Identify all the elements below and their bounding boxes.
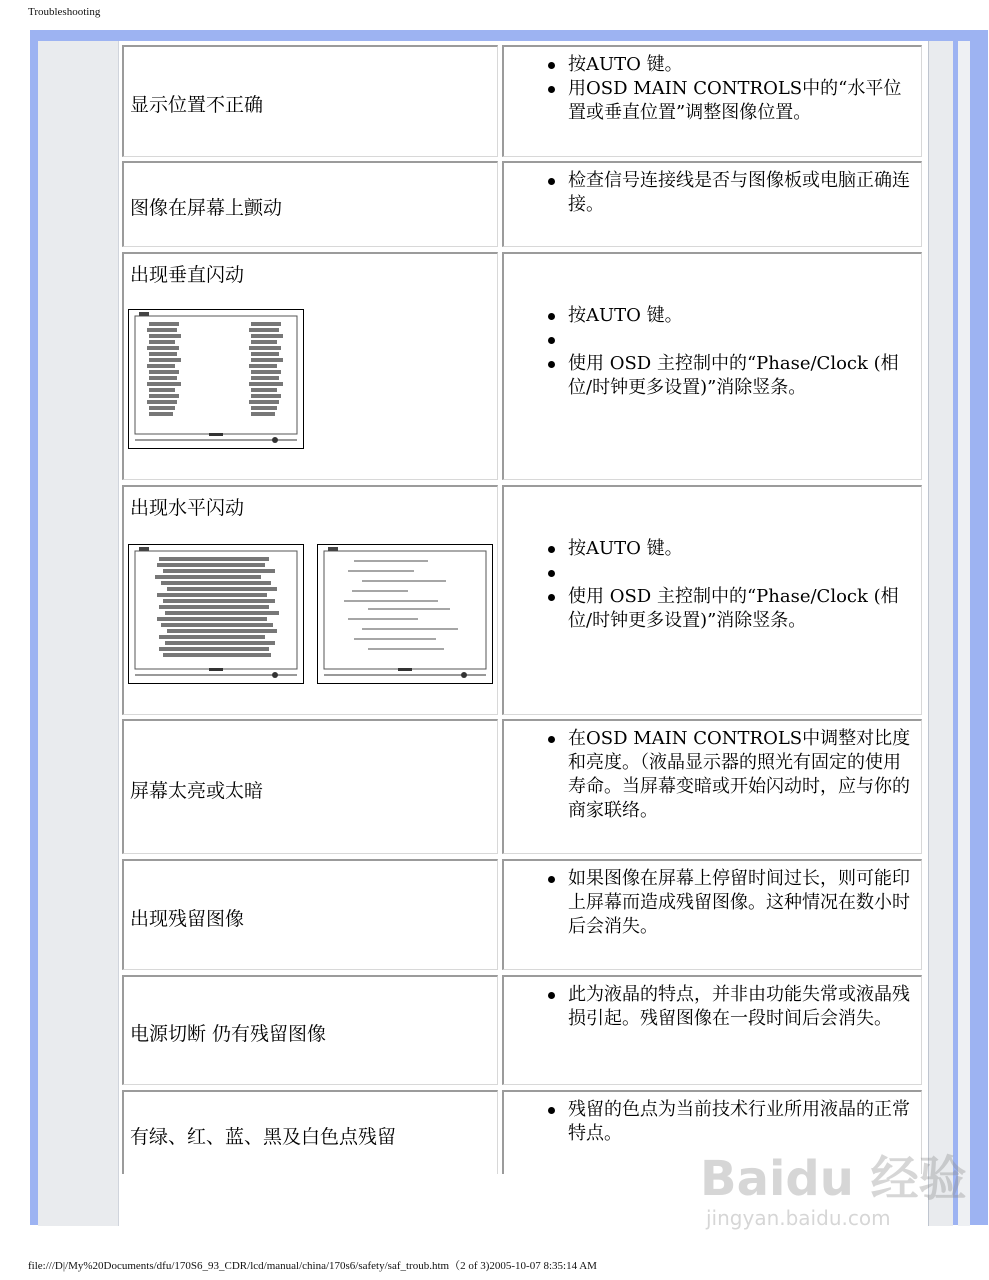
symptom-text: 出现垂直闪动 xyxy=(130,264,245,286)
symptom-text: 电源切断 仍有残留图像 xyxy=(130,1023,327,1045)
table-row xyxy=(122,485,922,715)
symptom-text: 出现残留图像 xyxy=(130,908,245,930)
list-item: 用OSD MAIN CONTROLS中的“水平位置或垂直位置”调整图像位置。 xyxy=(544,77,913,125)
solution-list xyxy=(544,304,913,400)
solution-list xyxy=(544,537,913,633)
solution-list xyxy=(544,169,913,217)
page-header-title: Troubleshooting xyxy=(28,6,101,18)
solution-list xyxy=(544,1098,913,1146)
solution-cell xyxy=(502,859,922,970)
solution-cell xyxy=(502,485,922,715)
table-row xyxy=(122,719,922,854)
solution-cell xyxy=(502,975,922,1085)
symptom-text: 显示位置不正确 xyxy=(130,94,264,116)
list-item xyxy=(544,328,913,352)
solution-note: 使用 OSD 主控制中的“Phase/Clock (相位/时钟更多设置)”消除竖条。 xyxy=(568,353,899,398)
list-item: 此为液晶的特点，并非由功能失常或液晶残损引起。残留图像在一段时间后会消失。 xyxy=(544,983,913,1031)
table-row xyxy=(122,975,922,1085)
solution-cell xyxy=(502,252,922,480)
list-item: 检查信号连接线是否与图像板或电脑正确连接。 xyxy=(544,169,913,217)
table-row xyxy=(122,859,922,970)
list-item: 残留的色点为当前技术行业所用液晶的正常特点。 xyxy=(544,1098,913,1146)
list-item: 按AUTO 键。 xyxy=(544,304,913,328)
table-row xyxy=(122,161,922,247)
horizontal-flicker-illustration xyxy=(128,544,304,684)
symptom-text: 有绿、红、蓝、黑及白色点残留 xyxy=(130,1126,397,1148)
symptom-cell xyxy=(122,161,498,247)
symptom-text: 出现水平闪动 xyxy=(130,497,245,519)
list-note xyxy=(544,585,913,633)
horizontal-flicker-illustration xyxy=(317,544,493,684)
solution-cell xyxy=(502,161,922,247)
list-note xyxy=(544,352,913,400)
symptom-cell xyxy=(122,859,498,970)
symptom-text: 屏幕太亮或太暗 xyxy=(130,780,264,802)
solution-list xyxy=(544,53,913,125)
right-edge xyxy=(958,41,970,1226)
solution-list xyxy=(544,727,913,823)
list-item: 如果图像在屏幕上停留时间过长，则可能印上屏幕而造成残留图像。这种情况在数小时后会消失。 xyxy=(544,867,913,939)
solution-cell xyxy=(502,719,922,854)
vertical-flicker-illustration xyxy=(128,309,304,449)
watermark-logo xyxy=(700,1140,967,1250)
solution-cell xyxy=(502,45,922,157)
watermark-brand: Baidu 经验 xyxy=(700,1151,967,1207)
solution-note: 使用 OSD 主控制中的“Phase/Clock (相位/时钟更多设置)”消除竖条。 xyxy=(568,586,899,631)
monitor-graphic xyxy=(129,545,303,683)
monitor-graphic xyxy=(129,310,303,448)
solution-list xyxy=(544,983,913,1031)
monitor-graphic xyxy=(318,545,492,683)
list-item: 按AUTO 键。 xyxy=(544,53,913,77)
watermark-url: jingyan.baidu.com xyxy=(706,1206,891,1230)
table-row xyxy=(122,252,922,480)
page-footer-path: file:///D|/My%20Documents/dfu/170S6_93_CDR/lcd/manual/china/170s6/safety/saf_troub.htm（2 of 3)2005-10-07 8:35:14 AM xyxy=(28,1260,597,1272)
symptom-cell xyxy=(122,252,498,480)
scrollbar-track[interactable] xyxy=(928,41,953,1226)
list-item: 在OSD MAIN CONTROLS中调整对比度和亮度。（液晶显示器的照光有固定的使用寿命。当屏幕变暗或开始闪动时，应与你的商家联络。 xyxy=(544,727,913,823)
solution-list xyxy=(544,867,913,939)
list-item: 按AUTO 键。 xyxy=(544,537,913,561)
symptom-cell xyxy=(122,485,498,715)
table-row xyxy=(122,45,922,157)
symptom-cell xyxy=(122,45,498,157)
symptom-cell xyxy=(122,1090,498,1174)
symptom-cell xyxy=(122,719,498,854)
symptom-text: 图像在屏幕上颤动 xyxy=(130,197,283,219)
list-item xyxy=(544,561,913,585)
symptom-cell xyxy=(122,975,498,1085)
left-panel xyxy=(38,41,118,1226)
